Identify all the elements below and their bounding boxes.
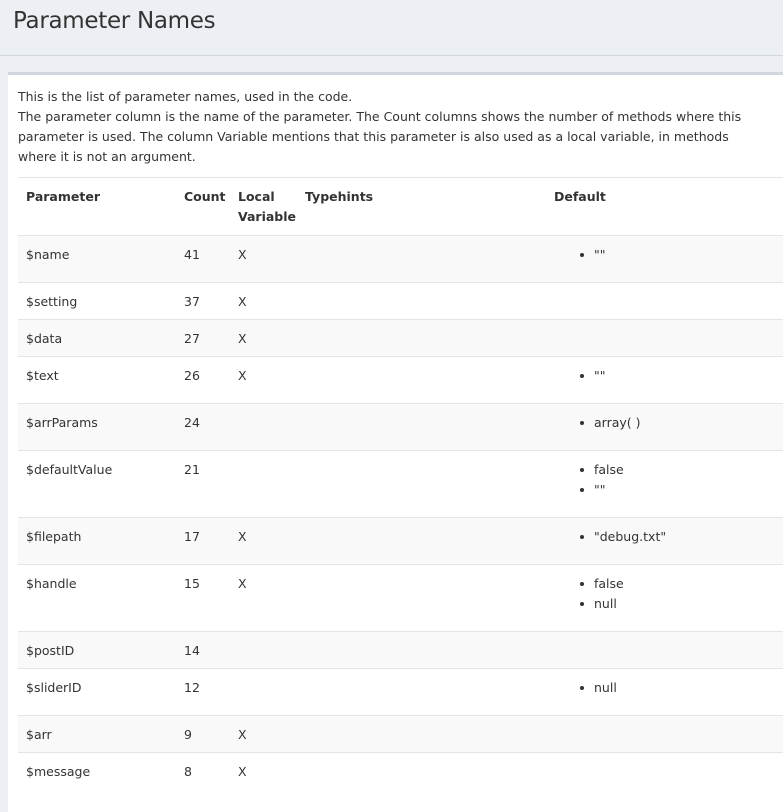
default-value-item: null: [554, 594, 624, 614]
default-values: [554, 366, 606, 386]
header-count: Count: [184, 189, 226, 204]
table-row: [18, 715, 783, 752]
table-row: [18, 631, 783, 668]
parameter-count: 27: [184, 331, 200, 346]
parameter-count: 17: [184, 529, 200, 544]
parameter-count: 24: [184, 415, 200, 430]
table-header-row: [18, 178, 783, 236]
parameter-name: $setting: [26, 294, 78, 309]
parameter-count: 37: [184, 294, 200, 309]
default-values: [554, 574, 624, 614]
default-value-item: "debug.txt": [554, 527, 666, 547]
parameter-name: $handle: [26, 576, 77, 591]
table-row: [18, 517, 783, 564]
table-row: [18, 564, 783, 631]
parameter-count: 14: [184, 643, 200, 658]
default-values: [554, 678, 617, 698]
content-box: [8, 72, 783, 812]
table-row: [18, 319, 783, 356]
table-row: [18, 356, 783, 403]
header-parameter: Parameter: [26, 189, 100, 204]
parameter-count: 12: [184, 680, 200, 695]
parameter-count: 26: [184, 368, 200, 383]
local-variable-mark: X: [238, 529, 247, 544]
parameter-count: 15: [184, 576, 200, 591]
local-variable-mark: X: [238, 247, 247, 262]
header-typehints: Typehints: [305, 189, 374, 204]
default-values: [554, 245, 606, 265]
local-variable-mark: X: [238, 764, 247, 779]
local-variable-mark: X: [238, 331, 247, 346]
intro-line-2: The parameter column is the name of the parameter. The Count columns shows the number of methods where this parameter is used. The column Variable mentions that this parameter is also used as a local variable, in methods where it is not an argument.: [18, 109, 742, 164]
default-value-item: array( ): [554, 413, 641, 433]
parameter-name: $arrParams: [26, 415, 98, 430]
parameter-name: $arr: [26, 727, 52, 742]
parameter-name: $sliderID: [26, 680, 82, 695]
parameter-count: 9: [184, 727, 192, 742]
default-value-item: false: [554, 460, 624, 480]
parameter-name: $postID: [26, 643, 75, 658]
default-value-item: "": [554, 245, 606, 265]
page-title: Parameter Names: [13, 8, 216, 34]
parameter-name: $data: [26, 331, 63, 346]
parameter-name: $name: [26, 247, 70, 262]
parameter-count: 41: [184, 247, 200, 262]
default-value-item: "": [554, 366, 606, 386]
table-row: [18, 235, 783, 282]
default-values: [554, 460, 624, 500]
default-values: [554, 527, 666, 547]
local-variable-mark: X: [238, 294, 247, 309]
parameter-name: $text: [26, 368, 59, 383]
header-local-variable: Local Variable: [238, 189, 297, 224]
parameter-name: $message: [26, 764, 91, 779]
parameter-name: $defaultValue: [26, 462, 113, 477]
parameter-count: 8: [184, 764, 192, 779]
local-variable-mark: X: [238, 576, 247, 591]
parameter-count: 21: [184, 462, 200, 477]
page-header: [0, 0, 783, 56]
table-row: [18, 752, 783, 789]
intro-text: [18, 87, 766, 167]
header-default: Default: [554, 189, 606, 204]
table-row: [18, 282, 783, 319]
intro-line-1: This is the list of parameter names, used in the code.: [18, 89, 353, 104]
local-variable-mark: X: [238, 727, 247, 742]
table-row: [18, 668, 783, 715]
default-value-item: null: [554, 678, 617, 698]
default-value-item: "": [554, 480, 624, 500]
table-row: [18, 403, 783, 450]
default-values: [554, 413, 641, 433]
local-variable-mark: X: [238, 368, 247, 383]
default-value-item: false: [554, 574, 624, 594]
parameter-name: $filepath: [26, 529, 82, 544]
table-row: [18, 450, 783, 517]
